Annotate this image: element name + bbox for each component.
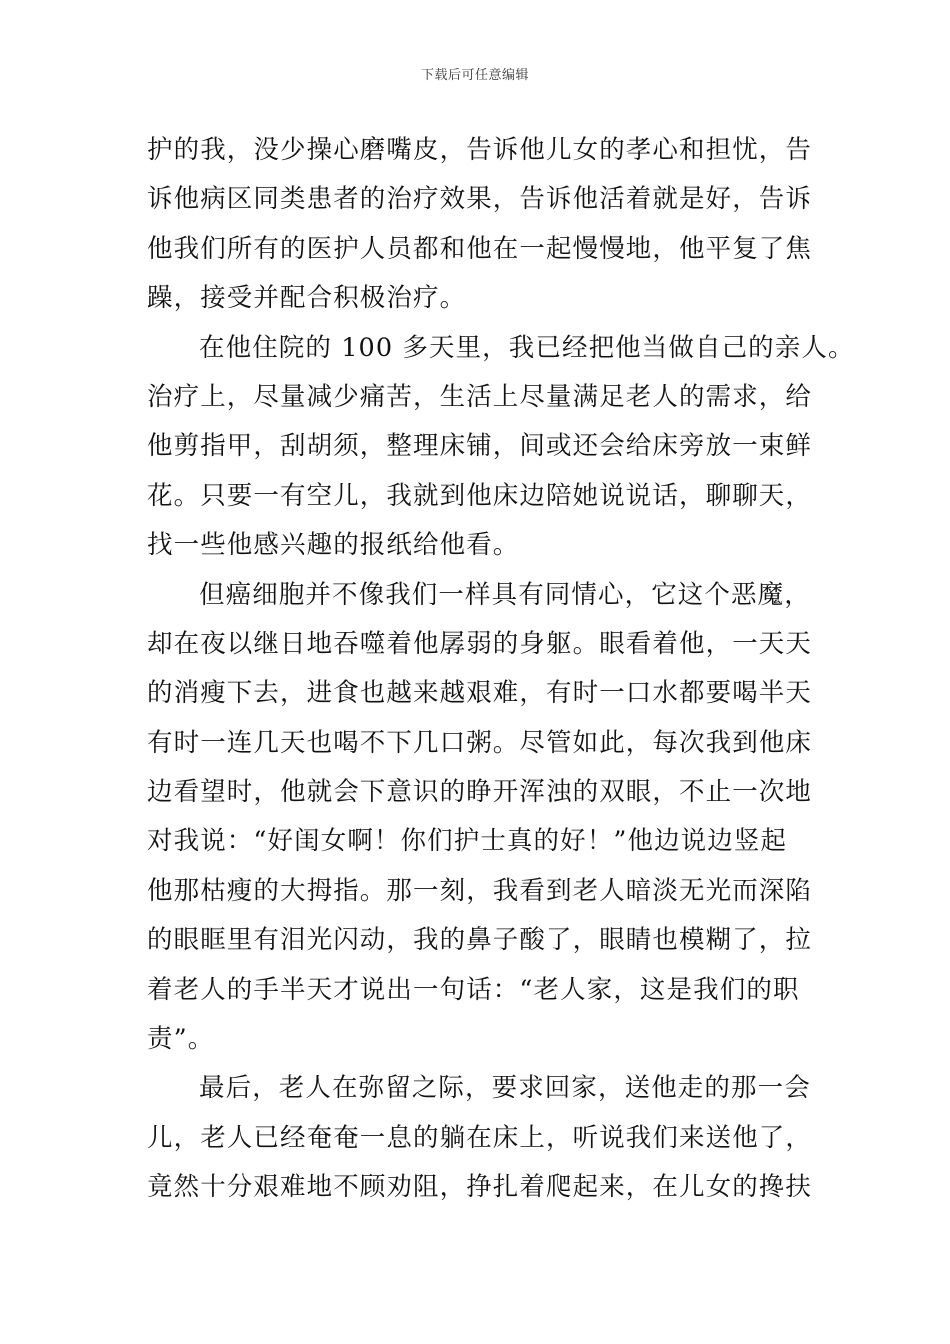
paragraph-start-line: 在他住院的 100 多天里，我已经把他当做自己的亲人。 bbox=[199, 332, 855, 363]
document-body bbox=[147, 126, 855, 1213]
text-line: 的消瘦下去，进食也越来越艰难，有时一口水都要喝半天 bbox=[147, 678, 813, 709]
text-line: 对我说：“好闺女啊！你们护士真的好！”他边说边竖起 bbox=[147, 826, 788, 857]
text-line: 花。只要一有空儿，我就到他床边陪她说说话，聊聊天， bbox=[147, 480, 813, 511]
text-line: 护的我，没少操心磨嘴皮，告诉他儿女的孝心和担忧，告 bbox=[147, 135, 813, 165]
text-line: 边看望时，他就会下意识的睁开浑浊的双眼，不止一次地 bbox=[147, 777, 813, 808]
text-line: 找一些他感兴趣的报纸给他看。 bbox=[147, 530, 520, 561]
text-line: 责”。 bbox=[147, 1024, 215, 1055]
text-line: 竟然十分艰难地不顾劝阻，挣扎着爬起来，在儿女的搀扶 bbox=[147, 1172, 813, 1203]
text-line: 躁，接受并配合积极治疗。 bbox=[147, 283, 467, 314]
text-line: 的眼眶里有泪光闪动，我的鼻子酸了，眼睛也模糊了，拉 bbox=[147, 925, 813, 956]
text-line: 有时一连几天也喝不下几口粥。尽管如此，每次我到他床 bbox=[147, 727, 813, 758]
text-line: 儿，老人已经奄奄一息的躺在床上，听说我们来送他了， bbox=[147, 1122, 813, 1153]
text-line: 着老人的手半天才说出一句话：“老人家，这是我们的职 bbox=[147, 974, 800, 1005]
text-line: 他我们所有的医护人员都和他在一起慢慢地，他平复了焦 bbox=[147, 233, 813, 264]
text-line: 诉他病区同类患者的治疗效果，告诉他活着就是好，告诉 bbox=[147, 184, 813, 215]
text-line: 却在夜以继日地吞噬着他孱弱的身躯。眼看着他，一天天 bbox=[147, 628, 813, 659]
page-header: 下载后可任意编辑 bbox=[420, 68, 529, 83]
paragraph-start-line: 最后，老人在弥留之际，要求回家，送他走的那一会 bbox=[199, 1073, 811, 1104]
text-line: 他剪指甲，刮胡须，整理床铺，间或还会给床旁放一束鲜 bbox=[147, 431, 813, 462]
paragraph-start-line: 但癌细胞并不像我们一样具有同情心，它这个恶魔， bbox=[199, 579, 811, 610]
text-line: 治疗上，尽量减少痛苦，生活上尽量满足老人的需求，给 bbox=[147, 381, 813, 412]
text-line: 他那枯瘦的大拇指。那一刻，我看到老人暗淡无光而深陷 bbox=[147, 875, 813, 906]
